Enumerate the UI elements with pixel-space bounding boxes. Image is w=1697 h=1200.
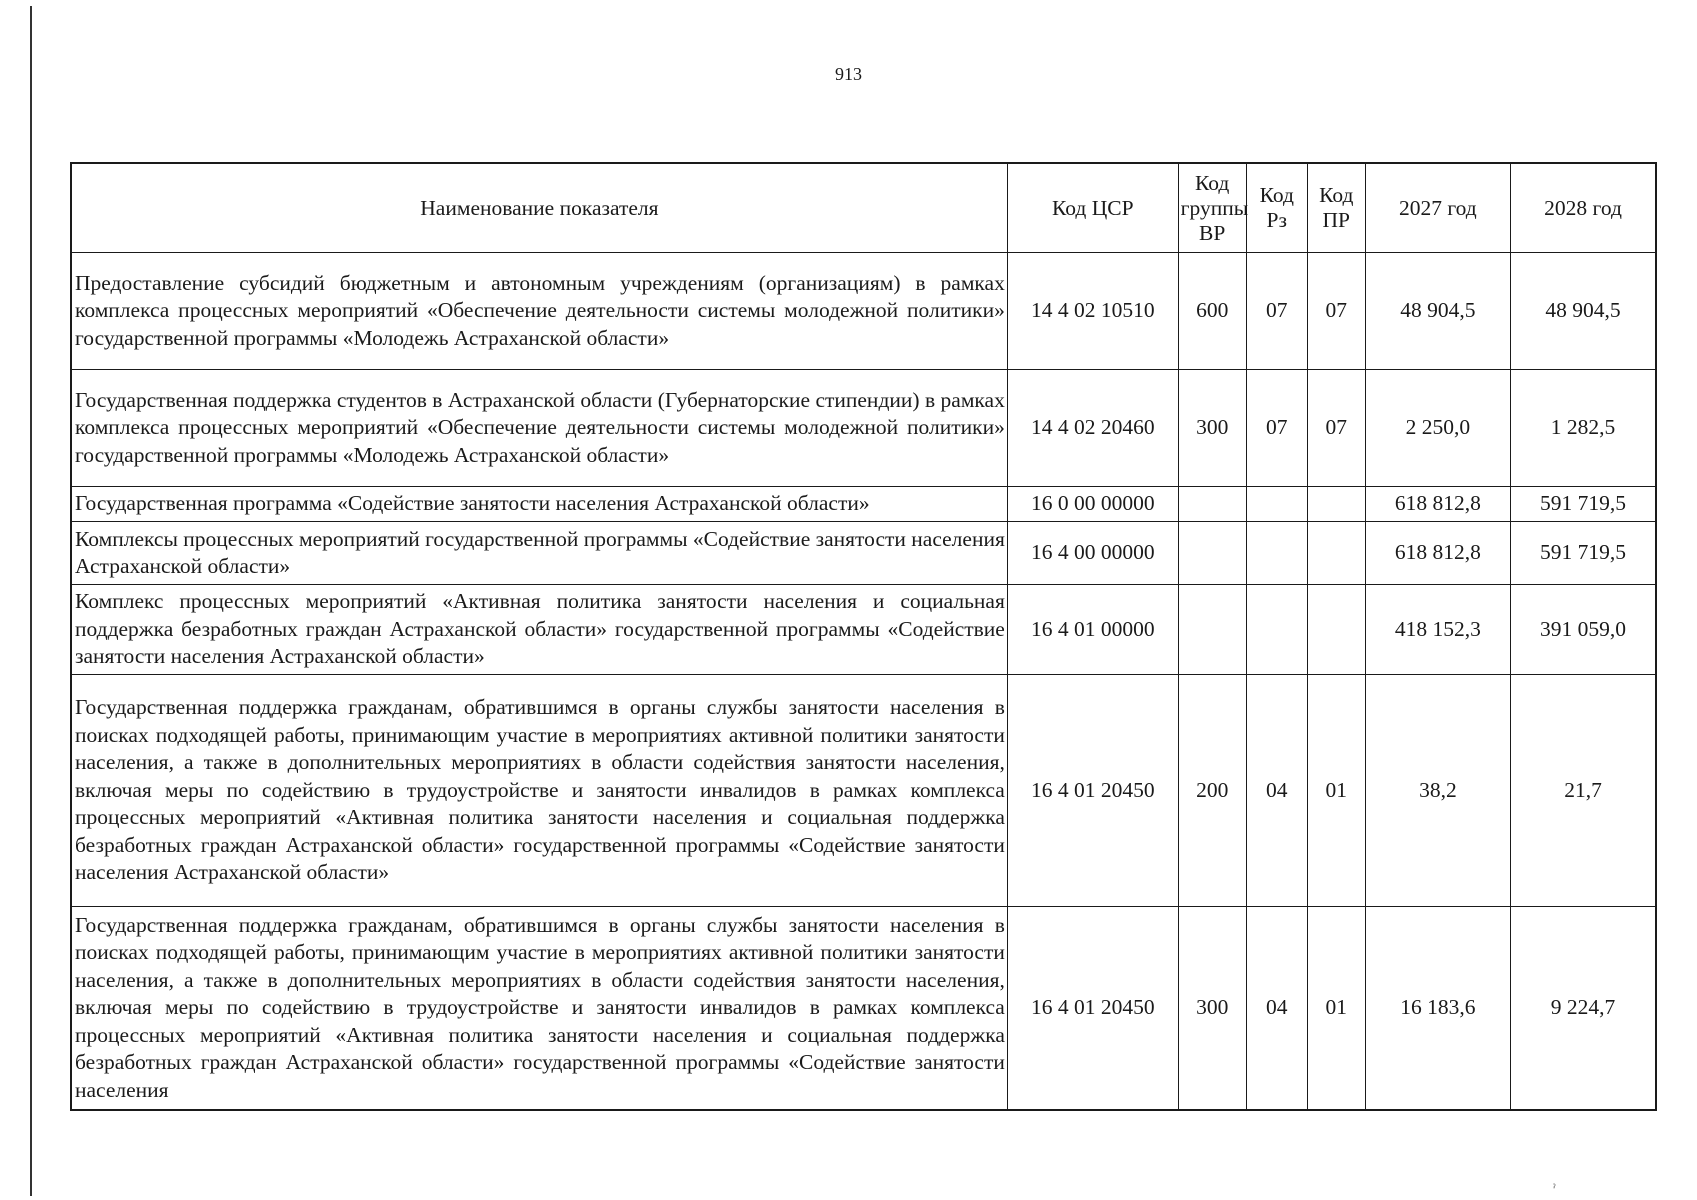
row-name: Государственная поддержка студентов в Астраханской области (Губернаторские стипендии) в рамках комплекса процессных мероприятий «Обеспечение деятельности системы молодежной политики» государственной программы «Молодежь Астраханской области»: [71, 370, 1007, 487]
row-csr: 16 4 01 20450: [1007, 675, 1178, 907]
header-vr: Код группы ВР: [1178, 163, 1246, 253]
table-row: [71, 907, 1656, 1110]
row-name: Государственная программа «Содействие занятости населения Астраханской области»: [71, 487, 1007, 522]
row-name: Государственная поддержка гражданам, обратившимся в органы службы занятости населения в поисках подходящей работы, принимающим участие в мероприятиях активной политики занятости населения, а также в дополнительных мероприятиях в области содействия занятости населения, включая меры по содействию в трудоустройстве и занятости инвалидов в рамках комплекса процессных мероприятий «Активная политика занятости населения и социальная поддержка безработных граждан Астраханской области» государственной программы «Содействие занятости населения: [71, 907, 1007, 1110]
row-csr: 16 4 01 20450: [1007, 907, 1178, 1110]
header-csr: Код ЦСР: [1007, 163, 1178, 253]
row-2027: 16 183,6: [1365, 907, 1510, 1110]
row-vr: [1178, 487, 1246, 522]
row-pr: 01: [1307, 675, 1365, 907]
row-vr: 200: [1178, 675, 1246, 907]
row-csr: 16 4 00 00000: [1007, 522, 1178, 585]
row-2028: 391 059,0: [1511, 585, 1656, 675]
table-row: [71, 675, 1656, 907]
page-number: 913: [835, 64, 862, 84]
row-pr: 01: [1307, 907, 1365, 1110]
row-vr: 300: [1178, 907, 1246, 1110]
row-2028: 21,7: [1511, 675, 1656, 907]
header-2028: 2028 год: [1511, 163, 1656, 253]
budget-table: [70, 162, 1657, 1111]
header-2027: 2027 год: [1365, 163, 1510, 253]
row-csr: 16 0 00 00000: [1007, 487, 1178, 522]
table-row: [71, 487, 1656, 522]
row-rz: [1246, 487, 1307, 522]
row-name: Комплекс процессных мероприятий «Активная политика занятости населения и социальная поддержка безработных граждан Астраханской области» государственной программы «Содействие занятости населения Астраханской области»: [71, 585, 1007, 675]
row-2027: 418 152,3: [1365, 585, 1510, 675]
row-rz: 04: [1246, 675, 1307, 907]
row-2028: 591 719,5: [1511, 487, 1656, 522]
row-vr: [1178, 522, 1246, 585]
header-pr: Код ПР: [1307, 163, 1365, 253]
row-vr: [1178, 585, 1246, 675]
row-2027: 618 812,8: [1365, 487, 1510, 522]
table-row: [71, 585, 1656, 675]
row-csr: 16 4 01 00000: [1007, 585, 1178, 675]
row-rz: [1246, 522, 1307, 585]
table-row: [71, 370, 1656, 487]
row-2028: 9 224,7: [1511, 907, 1656, 1110]
row-pr: 07: [1307, 370, 1365, 487]
scan-speck-mark: ˀ: [1553, 1183, 1556, 1194]
row-name: Предоставление субсидий бюджетным и автономным учреждениям (организациям) в рамках комплекса процессных мероприятий «Обеспечение деятельности системы молодежной политики» государственной программы «Молодежь Астраханской области»: [71, 253, 1007, 370]
row-2027: 2 250,0: [1365, 370, 1510, 487]
row-rz: 07: [1246, 370, 1307, 487]
left-margin-line: [30, 6, 32, 1196]
row-2028: 1 282,5: [1511, 370, 1656, 487]
row-name: Комплексы процессных мероприятий государственной программы «Содействие занятости населения Астраханской области»: [71, 522, 1007, 585]
row-name: Государственная поддержка гражданам, обратившимся в органы службы занятости населения в поисках подходящей работы, принимающим участие в мероприятиях активной политики занятости населения, а также в дополнительных мероприятиях в области содействия занятости населения, включая меры по содействию в трудоустройстве и занятости инвалидов в рамках комплекса процессных мероприятий «Активная политика занятости населения и социальная поддержка безработных граждан Астраханской области» государственной программы «Содействие занятости населения Астраханской области»: [71, 675, 1007, 907]
table-row: [71, 253, 1656, 370]
row-vr: 600: [1178, 253, 1246, 370]
row-2027: 48 904,5: [1365, 253, 1510, 370]
row-csr: 14 4 02 10510: [1007, 253, 1178, 370]
row-pr: [1307, 585, 1365, 675]
row-rz: [1246, 585, 1307, 675]
row-2028: 48 904,5: [1511, 253, 1656, 370]
row-rz: 07: [1246, 253, 1307, 370]
row-2027: 618 812,8: [1365, 522, 1510, 585]
row-2028: 591 719,5: [1511, 522, 1656, 585]
row-rz: 04: [1246, 907, 1307, 1110]
row-csr: 14 4 02 20460: [1007, 370, 1178, 487]
header-name: Наименование показателя: [71, 163, 1007, 253]
row-pr: [1307, 487, 1365, 522]
row-2027: 38,2: [1365, 675, 1510, 907]
row-pr: [1307, 522, 1365, 585]
table-row: [71, 522, 1656, 585]
row-vr: 300: [1178, 370, 1246, 487]
table-header-row: [71, 163, 1656, 253]
row-pr: 07: [1307, 253, 1365, 370]
header-rz: Код Рз: [1246, 163, 1307, 253]
